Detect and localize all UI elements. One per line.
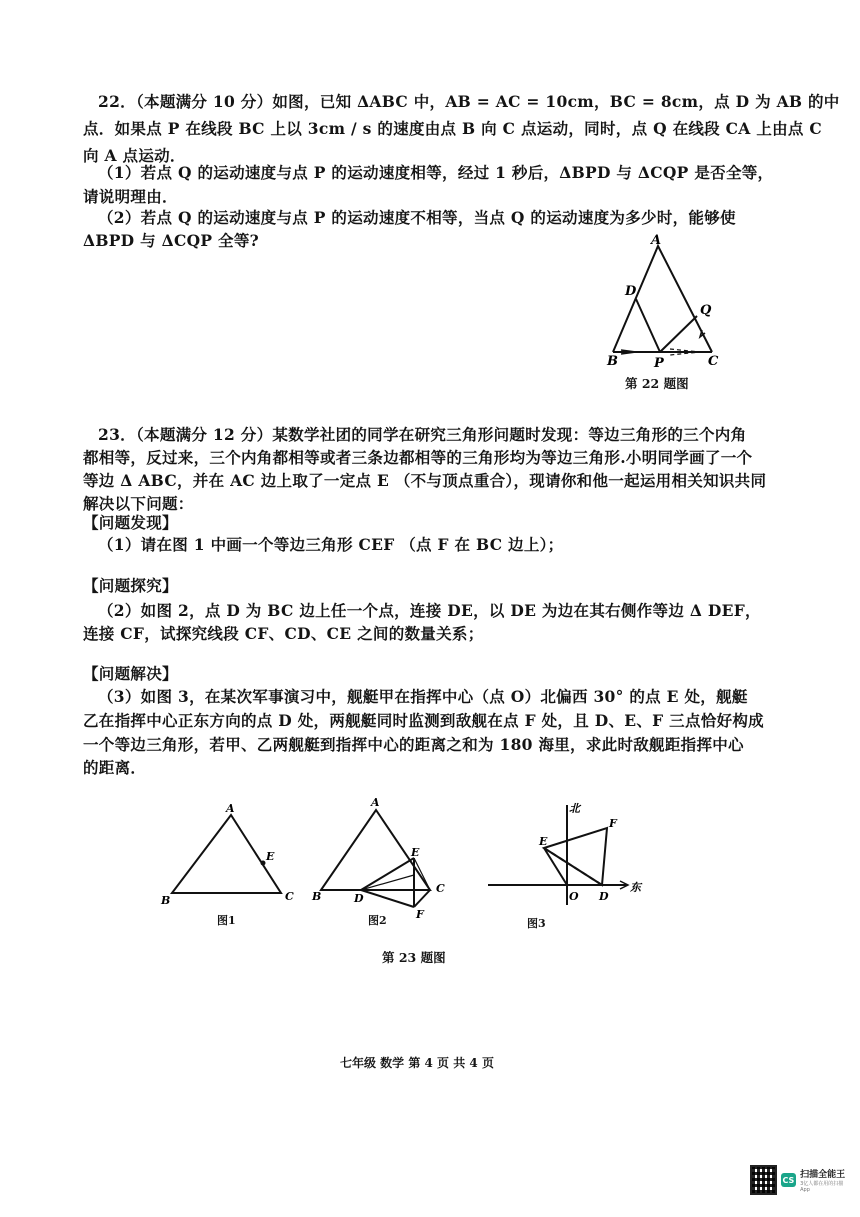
fig2-label-E: E xyxy=(411,846,420,859)
q23-part-3: （3）如图 3，在某次军事演习中，舰艇甲在指挥中心（点 O）北偏西 30° 的点 E 处，舰艇 xyxy=(98,687,748,706)
q23-part-2-cont: 连接 CF，试探究线段 CF、CD、CE 之间的数量关系； xyxy=(83,624,484,643)
q22-line-1: 22．（本题满分 10 分）如图，已知 ΔABC 中，AB = AC = 10cm，BC = 8cm，点 D 为 AB 的中 xyxy=(98,92,840,111)
fig1-label-A: A xyxy=(226,802,235,815)
q23-line-2: 都相等，反过来，三个内角都相等或者三条边都相等的三角形均为等边三角形.小明同学画了一个 xyxy=(83,448,753,467)
q22-figure-caption: 第 22 题图 xyxy=(625,376,689,391)
fig3-label-east: 东 xyxy=(630,881,641,894)
scanner-watermark xyxy=(750,1162,846,1198)
q22-part-2-cont: ΔBPD 与 ΔCQP 全等? xyxy=(83,231,260,250)
fig2-label-A: A xyxy=(371,796,380,809)
fig2-label-C: C xyxy=(436,882,445,895)
q22-label-D: D xyxy=(625,284,637,299)
q22-label-P: P xyxy=(654,356,664,371)
fig3-label-D: D xyxy=(599,890,609,903)
page-footer: 七年级 数学 第 4 页 共 4 页 xyxy=(340,1056,494,1070)
q23-figure-caption: 第 23 题图 xyxy=(382,950,446,965)
q23-line-3: 等边 Δ ABC，并在 AC 边上取了一定点 E （不与顶点重合），现请你和他一起运用相关知识共同 xyxy=(83,471,767,490)
q23-line-1: 23．（本题满分 12 分）某数学社团的同学在研究三角形问题时发现：等边三角形的三个内角 xyxy=(98,425,747,444)
fig3-caption: 图3 xyxy=(527,917,546,930)
fig3-label-O: O xyxy=(569,890,579,903)
q23-section-discovery-title: 【问题发现】 xyxy=(83,513,178,532)
fig2-label-B: B xyxy=(312,890,322,903)
q22-part-2: （2）若点 Q 的运动速度与点 P 的运动速度不相等，当点 Q 的运动速度为多少时，能够使 xyxy=(98,208,736,227)
q22-label-A: A xyxy=(651,233,662,248)
q23-section-solve-title: 【问题解决】 xyxy=(83,664,178,683)
q22-label-B: B xyxy=(607,354,618,369)
q23-part-3-cont-2: 一个等边三角形，若甲、乙两舰艇到指挥中心的距离之和为 180 海里，求此时敌舰距指挥中心 xyxy=(83,735,744,754)
q23-part-3-cont-3: 的距离． xyxy=(83,758,147,777)
cs-logo-icon: CS xyxy=(781,1173,797,1187)
q22-label-Q: Q xyxy=(700,303,712,318)
q22-line-3: 向 A 点运动． xyxy=(83,146,186,165)
scanner-subtitle: 3亿人都在用的扫描App xyxy=(800,1181,844,1193)
q22-line-2: 点．如果点 P 在线段 BC 上以 3cm / s 的速度由点 B 向 C 点运动，同时，点 Q 在线段 CA 上由点 C xyxy=(83,119,823,138)
q23-line-4: 解决以下问题： xyxy=(83,494,194,513)
fig3-label-E: E xyxy=(539,835,548,848)
scanner-title: 扫描全能王 xyxy=(800,1170,846,1180)
q22-label-C: C xyxy=(708,354,719,369)
fig2-label-F: F xyxy=(416,908,424,921)
fig1-label-B: B xyxy=(161,894,171,907)
fig1-label-C: C xyxy=(285,890,294,903)
q23-part-2: （2）如图 2，点 D 为 BC 边上任一个点，连接 DE，以 DE 为边在其右侧作等边 Δ DEF， xyxy=(98,601,761,620)
q22-part-1: （1）若点 Q 的运动速度与点 P 的运动速度相等，经过 1 秒后，ΔBPD 与 ΔCQP 是否全等， xyxy=(98,163,774,182)
q23-part-1: （1）请在图 1 中画一个等边三角形 CEF （点 F 在 BC 边上）； xyxy=(98,535,564,554)
fig1-label-E: E xyxy=(266,850,275,863)
fig2-caption: 图2 xyxy=(368,914,387,927)
qr-code-icon xyxy=(750,1165,777,1195)
fig3-label-F: F xyxy=(609,817,617,830)
q22-part-1-cont: 请说明理由． xyxy=(83,187,178,206)
q23-section-explore-title: 【问题探究】 xyxy=(83,576,178,595)
q23-part-3-cont-1: 乙在指挥中心正东方向的点 D 处，两舰艇同时监测到敌舰在点 F 处，且 D、E、F 三点恰好构成 xyxy=(83,711,764,730)
fig3-label-north: 北 xyxy=(569,802,580,815)
fig2-label-D: D xyxy=(354,892,364,905)
fig1-caption: 图1 xyxy=(217,914,236,927)
